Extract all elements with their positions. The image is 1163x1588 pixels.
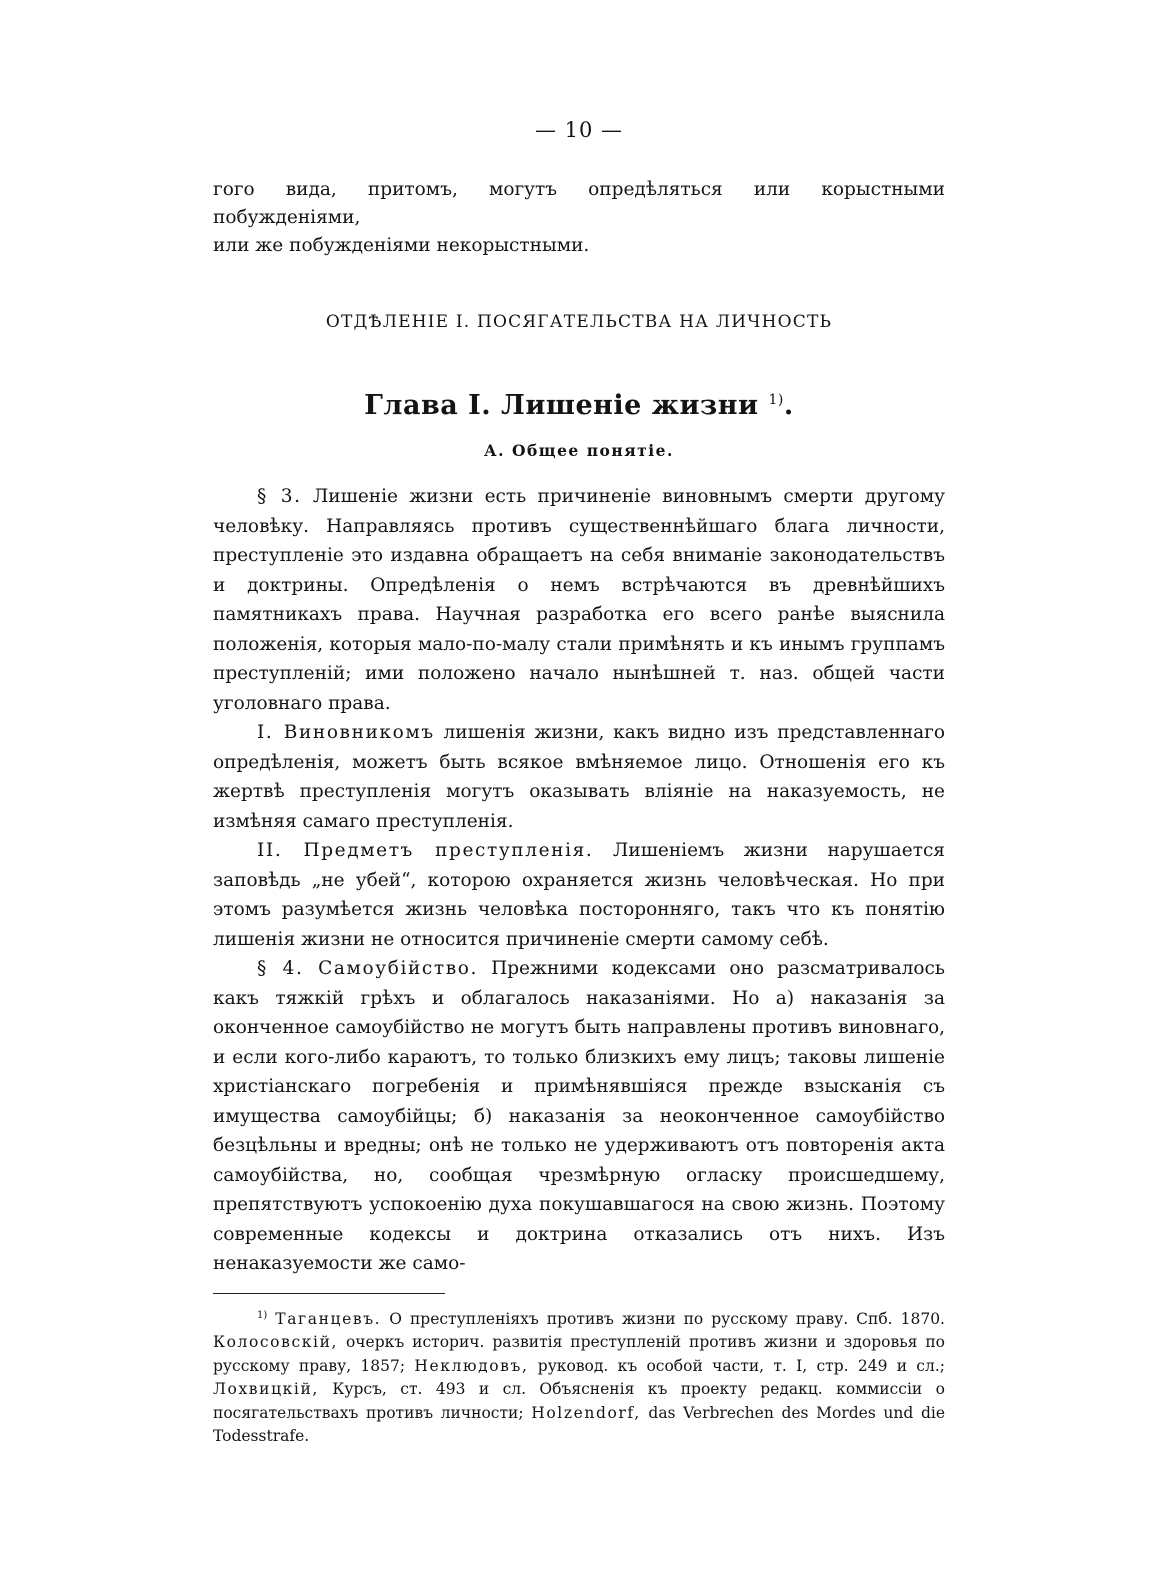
book-page: [213, 118, 945, 1449]
paragraph-section-3: [213, 482, 945, 718]
footnote-author: Колосовскій,: [213, 1333, 339, 1352]
paragraph-text: Лишеніемъ жизни нарушается заповѣдь „не убей“, которою охраняется жизнь человѣческая. Но при этомъ разумѣется жизнь человѣка посторонняго, такъ что къ понятію лишенія жизни не относится причиненіе смерти самому себѣ.: [213, 840, 945, 950]
paragraph-text: Лишеніе жизни есть причиненіе виновнымъ смерти другому человѣку. Направляясь противъ существеннѣйшаго блага личности, преступленіе это издавна обращаетъ на себя вниманіе законодательствъ и доктрины. Опредѣленія о немъ встрѣчаются въ древнѣйшихъ памятникахъ права. Научная разработка его всего ранѣе выяснила положенія, которыя мало-по-малу стали примѣнять и къ инымъ группамъ преступленій; ими положено начало нынѣшней т. наз. общей части уголовнаго права.: [213, 486, 946, 714]
subsection-title: А. Общее понятіе.: [484, 441, 674, 460]
footnote-text: руковод. къ особой части, т. I, стр. 249 и сл.;: [537, 1356, 945, 1375]
footnote-text: Курсъ, ст. 493 и сл. Объясненія къ проекту редакц. коммиссіи о посягательствахъ противъ личности;: [213, 1380, 945, 1422]
lead-line: или же побужденіями некорыстными.: [213, 235, 590, 256]
section-title: ОТДѢЛЕНІЕ I. ПОСЯГАТЕЛЬСТВА НА ЛИЧНОСТЬ: [325, 312, 833, 332]
footnote: [213, 1304, 945, 1449]
paragraph-heading: II. Предметъ преступленія.: [257, 840, 594, 861]
paragraph-heading: § 3.: [257, 486, 302, 507]
paragraph-heading: § 4. Самоубійство.: [257, 958, 478, 979]
page-number: — 10 —: [534, 118, 624, 142]
footnote-marker: 1): [257, 1309, 268, 1321]
chapter-title-text: Глава I. Лишеніе жизни: [364, 390, 759, 421]
paragraph-perpetrator: [213, 718, 945, 836]
paragraph-object: [213, 836, 945, 954]
chapter-title: [213, 390, 945, 421]
lead-line: гого вида, притомъ, могутъ опредѣляться или корыстными побужденіями,: [213, 179, 945, 228]
footnote-author: Holzendorf,: [531, 1403, 641, 1422]
paragraph-heading: I. Виновникомъ: [257, 722, 435, 743]
body-text: [213, 482, 945, 1279]
chapter-title-period: .: [783, 390, 794, 421]
footnote-text: О преступленіяхъ противъ жизни по русскому праву. Спб. 1870.: [389, 1309, 945, 1328]
footnote-text: das Verbrechen des Mordes und die Todesstrafe.: [213, 1403, 945, 1446]
paragraph-text: лишенія жизни, какъ видно изъ представленнаго опредѣленія, можетъ быть всякое вмѣняемое лицо. Отношенія его къ жертвѣ преступленія могутъ оказывать вліяніе на наказуемость, не измѣняя самаго преступленія.: [213, 722, 945, 832]
paragraph-suicide: [213, 954, 945, 1279]
footnote-text: очеркъ историч. развитія преступленій противъ жизни и здоровья по русскому праву, 1857;: [213, 1333, 945, 1375]
footnote-divider: [213, 1293, 445, 1294]
footnote-author: Лохвицкій,: [213, 1380, 319, 1399]
paragraph-text: Прежними кодексами оно разсматривалось какъ тяжкій грѣхъ и облагалось наказаніями. Но а) наказанія за оконченное самоубійство не могутъ быть направлены противъ виновнаго, и если кого-либо караютъ, то только близкихъ ему лицъ; таковы лишеніе христіанскаго погребенія и примѣнявшіяся прежде взысканія съ имущества самоубійцы; б) наказанія за неоконченное самоубійство безцѣльны и вредны; онѣ не только не удерживаютъ отъ повторенія акта самоубійства, но, сообщая чрезмѣрную огласку происшедшему, препятствуютъ успокоенію духа покушавшагося на свою жизнь. Поэтому современные кодексы и доктрина отказались отъ нихъ. Изъ ненаказуемости же само-: [213, 958, 945, 1274]
continuation-paragraph: [213, 176, 945, 260]
footnote-author: Неклюдовъ,: [414, 1356, 529, 1375]
footnote-ref: 1): [768, 392, 784, 408]
footnote-author: Таганцевъ.: [275, 1309, 382, 1328]
